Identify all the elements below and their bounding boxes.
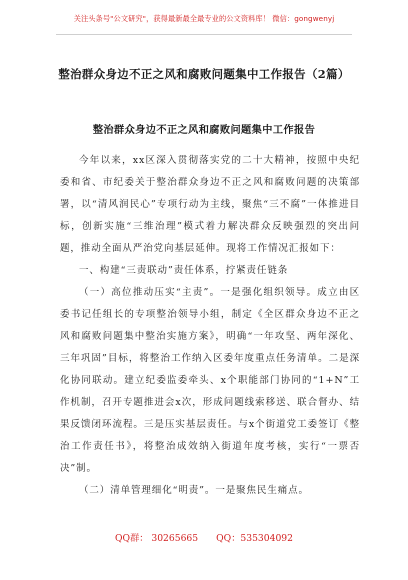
paragraph-section-1-1: （一）高位推动压实“主责”。一是强化组织领导。成立由区委书记任组长的专项整治领导小组，制定《全区群众身边不正之风和腐败问题集中整治实施方案》，明确“一年攻坚、两年深化、三年巩固”目标，将整治工作纳入区委年度重点任务清单。二是深化协同联动。建立纪委监委牵头、x个职能部门协同的“1+N”工作机制，召开专题推进会x次，形成问题线索移送、联合督办、结果反馈闭环流程。三是压实基层责任。与x个街道党工委签订《整治工作责任书》，将整治成效纳入街道年度考核，实行“一票否决”制。: [60, 287, 360, 474]
footer-qq-group: QQ群： 30265665: [115, 533, 199, 544]
footer-qq: QQ：535304092: [216, 533, 293, 544]
paragraph-intro: 今年以来，xx区深入贯彻落实党的二十大精神，按照中央纪委和省、市纪委关于整治群众身边不正之风和腐败问题的决策部署，以“清风润民心”专项行动为主线，聚焦“三不腐”一体推进目标，创新实施“三维治理”模式着力解决群众反映强烈的突出问题，推动全面从严治党向基层延伸。现将工作情况汇报如下：: [60, 155, 360, 254]
header-banner: 关注头条号"公文研究"，获得最新最全最专业的公文资料库！ 微信：gongwenyj: [73, 14, 335, 23]
section-heading-1: 一、构建“三责联动”责任体系，拧紧责任链条: [79, 265, 289, 276]
report-subtitle: 整治群众身边不正之风和腐败问题集中工作报告: [92, 124, 316, 136]
paragraph-section-1-2: （二）清单管理细化“明责”。一是聚焦民生痛点。: [79, 485, 309, 496]
document-title: 整治群众身边不正之风和腐败问题集中工作报告（2篇）: [58, 67, 350, 81]
report-body: [60, 150, 360, 502]
header-divider: [56, 34, 352, 35]
footer-contact: [0, 530, 408, 544]
